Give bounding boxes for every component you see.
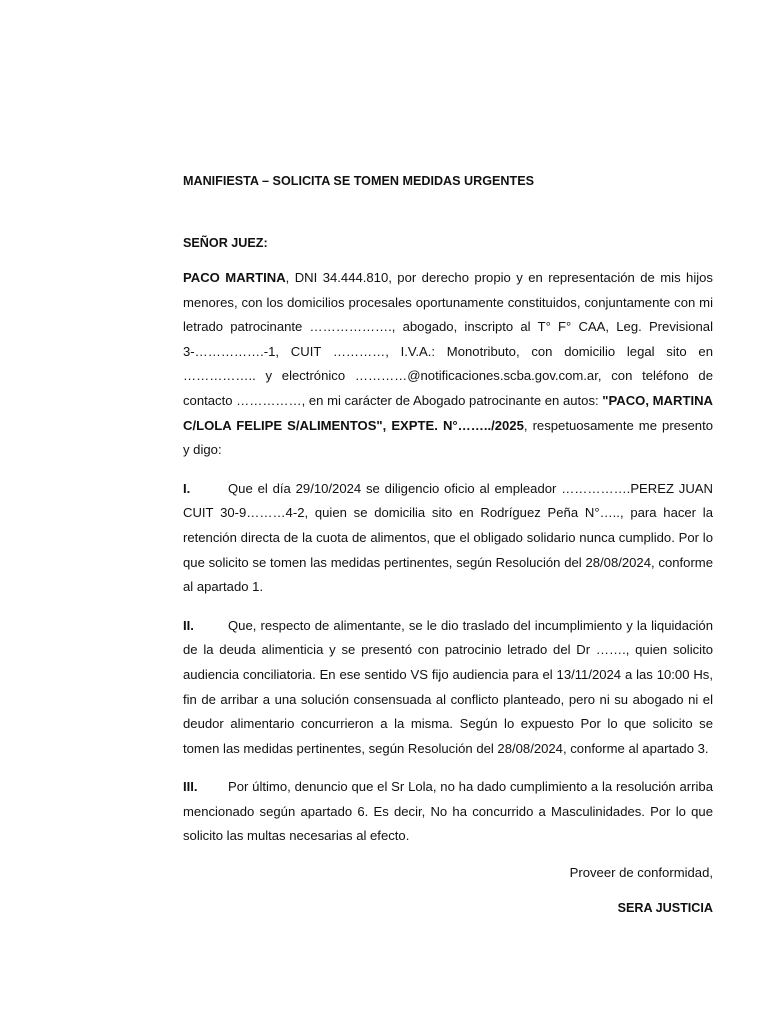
closing-request: Proveer de conformidad, <box>569 865 713 881</box>
closing-signature: SERA JUSTICIA <box>617 901 713 916</box>
salutation: SEÑOR JUEZ: <box>183 236 268 250</box>
section-text: Que, respecto de alimentante, se le dio traslado del incumplimiento y la liquidación de la deuda alimenticia y se presentó con patrocinio letrado del Dr ……., quien solicito audiencia conciliatoria. En ese sentido VS fijo audiencia para el 13/11/2024 a las 10:00 Hs, fin de arribar a una solución consensuada al conflicto planteado, pero ni su abogado ni el deudor alimentario concurrieron a la misma. Según lo expuesto Por lo que solicito se tomen las medidas pertinentes, según Resolución del 28/08/2024, conforme al apartado 3. <box>183 617 713 756</box>
section-numeral: I. <box>183 480 191 496</box>
section-numeral: II. <box>183 617 194 633</box>
intro-text-2: , respetuosamente me presento y digo: <box>183 417 713 458</box>
section-text: Por último, denuncio que el Sr Lola, no ha dado cumplimiento a la resolución arriba mencionado según apartado 6. Es decir, No ha concurrido a Masculinidades. Por lo que solicito las multas necesarias al efecto. <box>183 779 713 844</box>
intro-paragraph <box>183 266 713 463</box>
case-caption: "PACO, MARTINA C/LOLA FELIPE S/ALIMENTOS", EXPTE. N°……../2025 <box>183 392 713 433</box>
section-1 <box>183 477 713 600</box>
section-numeral: III. <box>183 779 198 795</box>
section-2 <box>183 614 713 762</box>
party-name: PACO MARTINA <box>183 270 286 285</box>
section-text: Que el día 29/10/2024 se diligencio oficio al empleador …………….PEREZ JUAN CUIT 30-9………4-2, quien se domicilia sito en Rodríguez Peña N°….., para hacer la retención directa de la cuota de alimentos, que el obligado solidario nunca cumplido. Por lo que solicito se tomen las medidas pertinentes, según Resolución del 28/08/2024, conforme al apartado 1. <box>183 480 713 595</box>
document-title: MANIFIESTA – SOLICITA SE TOMEN MEDIDAS URGENTES <box>183 174 535 188</box>
section-3 <box>183 775 713 849</box>
intro-text-1: , DNI 34.444.810, por derecho propio y en representación de mis hijos menores, con los domicilios procesales oportunamente constituidos, conjuntamente con mi letrado patrocinante ………………., abogado, inscripto al T° F° CAA, Leg. Previsional 3-…………….-1, CUIT …………, I.V.A.: Monotributo, con domicilio legal sito en …………….. y electrónico …………@notificaciones.scba.gov.com.ar, con teléfono de contacto ……………, en mi carácter de Abogado patrocinante en autos: <box>183 270 713 408</box>
